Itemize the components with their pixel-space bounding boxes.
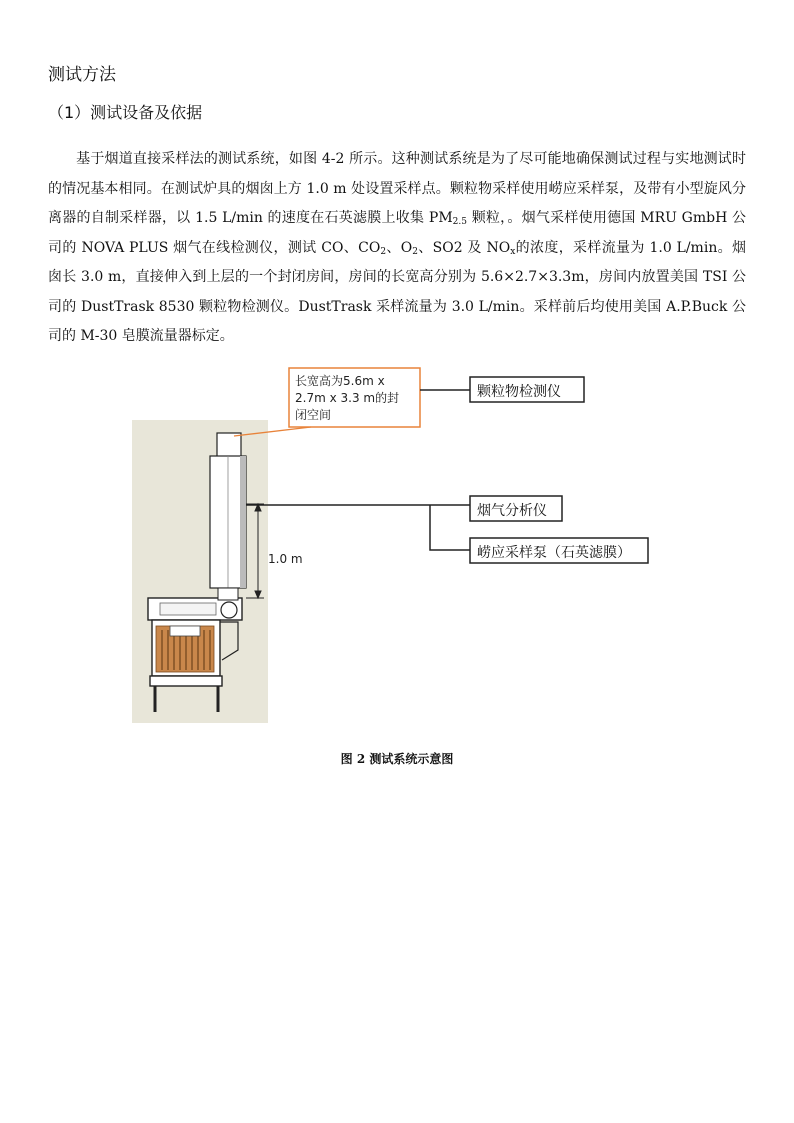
particle-monitor-label: 颗粒物检测仪 (477, 384, 561, 400)
para-sub-4: x (510, 246, 516, 257)
body-paragraph (48, 145, 746, 352)
section-title: 测试方法 (48, 65, 116, 85)
para-sub-2: 2 (380, 246, 387, 257)
subsection-title: （1）测试设备及依据 (48, 103, 203, 122)
room-note-line-1: 长宽高为5.6m x (295, 374, 385, 388)
room-note-line-2: 2.7m x 3.3 m的封 (295, 391, 400, 405)
flue-analyzer-label: 烟气分析仪 (477, 503, 547, 519)
para-sub-1: 2.5 (452, 217, 467, 227)
figure-caption: 图 2 测试系统示意图 (340, 752, 454, 766)
test-system-diagram (0, 360, 794, 740)
room-note-line-3: 闭空间 (295, 408, 332, 422)
sampling-pump-label: 崂应采样泵（石英滤膜） (477, 545, 631, 561)
dimension-label: 1.0 m (268, 552, 303, 566)
para-sub-3: 2 (412, 246, 418, 257)
para-text-1: 基于烟道直接采样法的测试系统，如图 4-2 所示。这种测试系统是为了尽可能地确保测试过程与实地测试时的情况基本相同。在测试炉具的烟囱上方 1.0 m 处设置采样点。颗粒物采样使用崂应采样泵，及带有小型旋风分离器的自制采样器，以 1.5 L/min 的速度在石英滤膜上收集 PM (48, 151, 746, 226)
para-text-5: 的浓度，采样流量为 1.0 L/min。烟囱长 3.0 m，直接伸入到上层的一个封闭房间，房间的长宽高分别为 5.6×2.7×3.3m，房间内放置美国 TSI 公司的 DustTrask 8530 颗粒物检测仪。DustTrask 采样流量为 3.0 L/min。采样前后均使用美国 A.P.Buck 公司的 M-30 皂膜流量器标定。 (48, 239, 747, 344)
para-text-2: 颗粒，。烟气采样使用德国 MRU GmbH 公司的 NOVA PLUS 烟气在线检测仪，测试 CO、CO (48, 210, 746, 256)
chimney-cap (217, 433, 241, 457)
para-text-4: 、SO2 及 NO (417, 239, 511, 256)
para-text-3: 、O (386, 239, 413, 256)
stove-base (150, 676, 222, 686)
